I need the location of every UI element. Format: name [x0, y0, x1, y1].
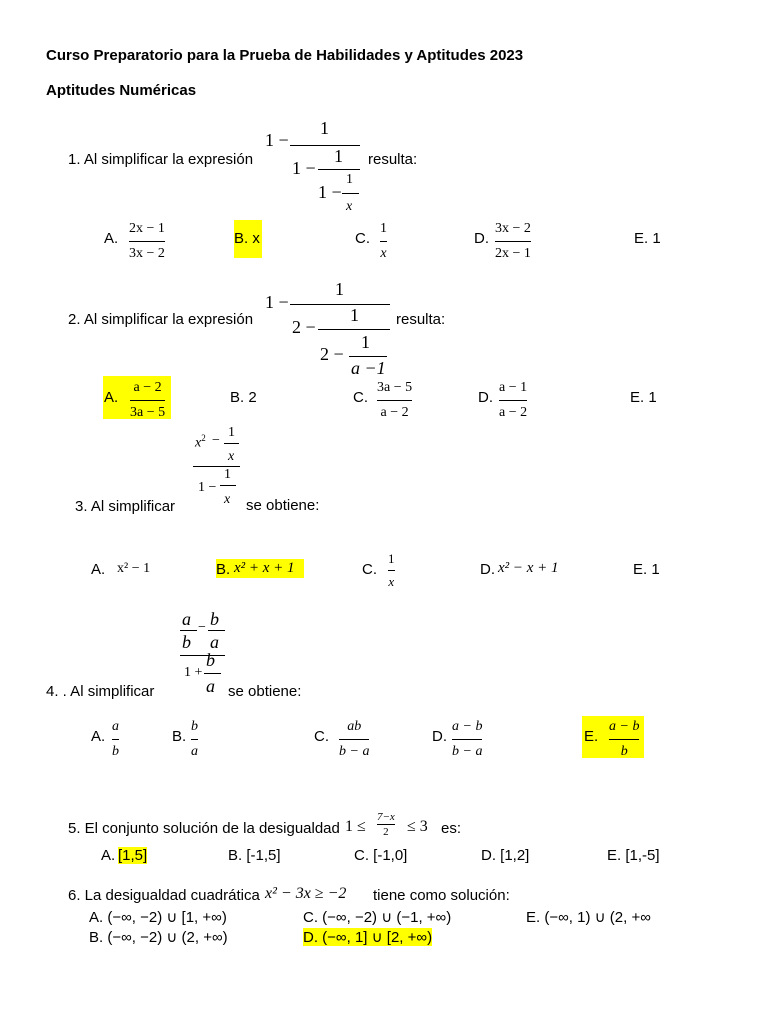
q1-option-d-num: 3x − 2	[495, 221, 531, 236]
q3-option-c	[388, 551, 395, 591]
q1-option-d-label: D.	[474, 230, 489, 247]
q2-option-a-den: 3a − 5	[130, 404, 166, 420]
q2-option-d-label: D.	[478, 389, 493, 406]
q1-option-d-den: 2x − 1	[495, 245, 531, 261]
q6-suffix: tiene como solución:	[373, 887, 510, 904]
q3-option-c-label: C.	[362, 561, 377, 578]
q1-option-e: E. 1	[634, 230, 661, 247]
q4-option-d-den: b − a	[452, 743, 483, 759]
section-title: Aptitudes Numéricas	[46, 82, 197, 99]
q5-option-a-label: A.	[101, 847, 116, 864]
q1-option-a-num: 2x − 1	[129, 221, 165, 236]
q3-option-c-den: x	[388, 574, 395, 590]
q4-suffix: se obtiene:	[228, 683, 302, 700]
q1-option-d	[495, 220, 531, 262]
q5-ineq-right: ≤ 3	[407, 818, 428, 835]
q3-prompt: 3. Al simplificar	[75, 498, 176, 515]
q4-option-a-den: b	[112, 743, 119, 759]
q5-suffix: es:	[441, 820, 462, 837]
q1-option-c	[380, 220, 387, 262]
q4-option-d	[452, 718, 482, 760]
q4-option-e-den: b	[620, 743, 628, 759]
q1-option-b-highlighted: B. x	[234, 220, 262, 258]
q4-option-c-label: C.	[314, 728, 329, 745]
document-title: Curso Preparatorio para la Prueba de Habilidades y Aptitudes 2023	[46, 47, 524, 64]
q5-option-e: E. [1,-5]	[607, 847, 660, 864]
q5-prompt: 5. El conjunto solución de la desigualdad	[68, 820, 340, 837]
q6-option-e: E. (−∞, 1) ∪ (2, +∞	[526, 909, 651, 926]
q2-option-c-den: a − 2	[380, 404, 409, 420]
q3-option-e: E. 1	[633, 561, 660, 578]
q4-option-b-den: a	[191, 743, 198, 759]
q1-option-c-den: x	[380, 245, 387, 261]
q2-option-c-num: 3a − 5	[377, 380, 413, 395]
q2-option-a-label: A.	[104, 389, 119, 406]
q3-option-b-label: B.	[216, 561, 231, 578]
q6-inequality: x² − 3x ≥ −2	[265, 885, 347, 902]
q5-ineq-den: 2	[383, 826, 389, 839]
q5-option-d: D. [1,2]	[481, 847, 530, 864]
q3-option-c-num: 1	[388, 551, 395, 566]
q2-option-d	[499, 379, 527, 421]
q5-ineq-num: 7−x	[377, 811, 395, 823]
q2-option-c-label: C.	[353, 389, 368, 406]
q4-option-e-num: a − b	[609, 719, 640, 734]
q1-option-c-num: 1	[380, 221, 387, 236]
q3-option-b-expr: x² + x + 1	[234, 560, 295, 576]
q1-option-c-label: C.	[355, 230, 370, 247]
q2-option-b: B. 2	[230, 389, 257, 406]
q2-option-d-num: a − 1	[499, 380, 528, 395]
q2-option-c	[377, 379, 412, 421]
q1-option-a	[129, 220, 165, 262]
q4-prompt: 4. . Al simplificar	[46, 683, 155, 700]
q5-ineq-fraction	[377, 811, 395, 838]
q3-option-d-expr: x² − x + 1	[498, 560, 559, 576]
q3-suffix: se obtiene:	[246, 497, 320, 514]
q6-option-b: B. (−∞, −2) ∪ (2, +∞)	[89, 929, 228, 946]
q1-suffix: resulta:	[368, 151, 418, 168]
q5-ineq-left: 1 ≤	[345, 818, 366, 835]
q4-option-d-label: D.	[432, 728, 447, 745]
q4-option-c-num: ab	[347, 719, 362, 734]
q1-option-a-den: 3x − 2	[129, 245, 165, 261]
q3-option-a-label: A.	[91, 561, 106, 578]
q1-option-a-label: A.	[104, 230, 119, 247]
q4-option-b-num: b	[191, 719, 198, 734]
q3-option-d-label: D.	[480, 561, 495, 578]
q2-option-a-num: a − 2	[133, 380, 162, 395]
q4-option-a	[112, 718, 119, 760]
q4-option-c	[339, 718, 369, 760]
q5-option-b: B. [-1,5]	[228, 847, 281, 864]
q6-option-a: A. (−∞, −2) ∪ [1, +∞)	[89, 909, 227, 926]
q6-prompt: 6. La desigualdad cuadrática	[68, 887, 260, 904]
q4-option-a-label: A.	[91, 728, 106, 745]
q4-option-e-label: E.	[584, 728, 599, 745]
q2-option-d-den: a − 2	[499, 404, 528, 420]
q2-prompt: 2. Al simplificar la expresión	[68, 311, 254, 328]
q2-option-a	[130, 379, 165, 421]
q4-option-b	[191, 718, 198, 760]
q4-option-e	[609, 718, 639, 760]
q6-option-c: C. (−∞, −2) ∪ (−1, +∞)	[303, 909, 452, 926]
q4-option-d-num: a − b	[452, 719, 483, 734]
q2-option-e: E. 1	[630, 389, 657, 406]
q4-option-b-label: B.	[172, 728, 187, 745]
q4-option-c-den: b − a	[339, 743, 370, 759]
q1-prompt: 1. Al simplificar la expresión	[68, 151, 254, 168]
q5-option-c: C. [-1,0]	[354, 847, 408, 864]
q5-option-a-value-highlighted: [1,5]	[118, 847, 148, 864]
q4-option-a-num: a	[112, 719, 119, 734]
q2-suffix: resulta:	[396, 311, 446, 328]
q6-option-d-highlighted: D. (−∞, 1] ∪ [2, +∞)	[303, 929, 433, 946]
q3-option-a-expr: x² − 1	[117, 561, 151, 576]
